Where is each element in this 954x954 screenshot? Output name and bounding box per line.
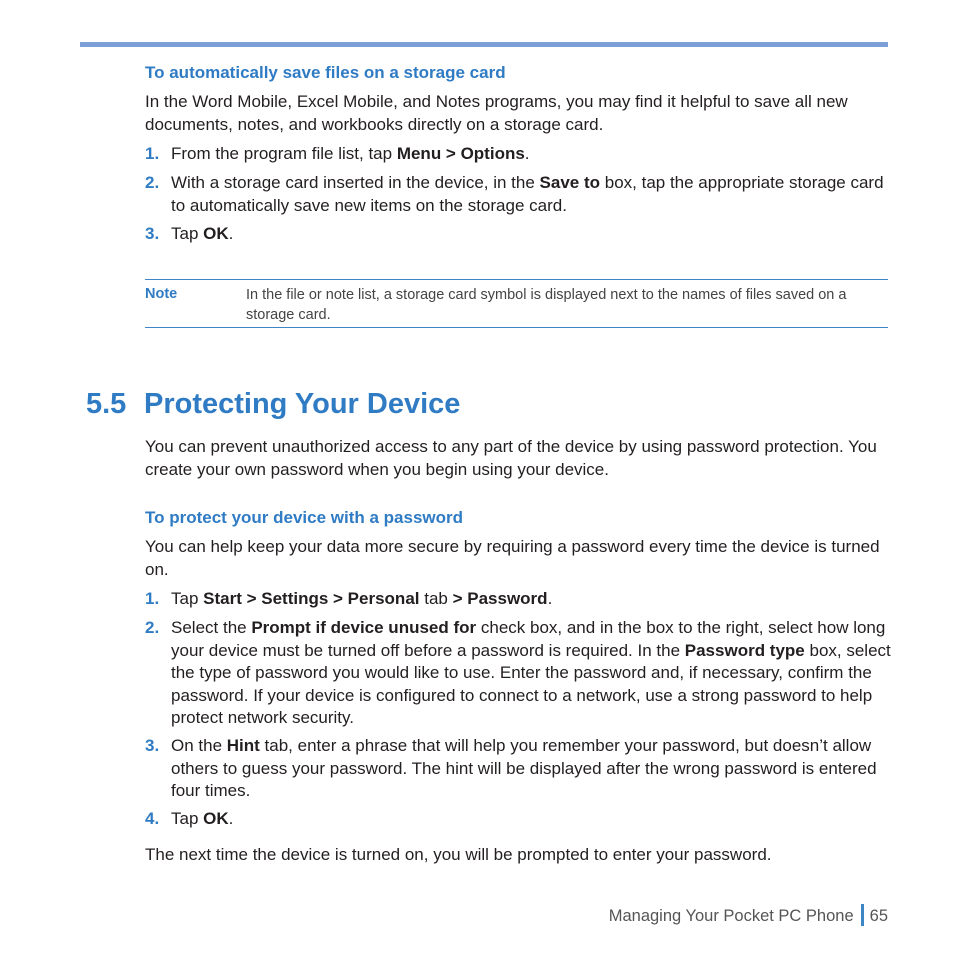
note-top-rule	[145, 279, 888, 280]
subheading-save-storage: To automatically save files on a storage card	[145, 63, 506, 82]
section-heading	[86, 388, 460, 421]
intro-paragraph: You can help keep your data more secure by requiring a password every time the device is turned on.	[145, 537, 880, 579]
note-text: In the file or note list, a storage card symbol is displayed next to the names of files saved on a storage card.	[246, 287, 847, 323]
subheading-protect-password: To protect your device with a password	[145, 508, 464, 527]
step-number: 2.	[145, 173, 160, 192]
intro-paragraph: In the Word Mobile, Excel Mobile, and Notes programs, you may find it helpful to save all new documents, notes, and workbooks directly on a storage card.	[145, 92, 848, 134]
step-text: On the Hint tab, enter a phrase that will help you remember your password, but doesn’t allow others to guess your password. The hint will be displayed after the wrong password is entered four times.	[171, 736, 877, 800]
step-number: 3.	[145, 736, 160, 755]
step-number: 1.	[145, 144, 160, 163]
section-number: 5.5	[86, 388, 127, 420]
step-text: Tap OK.	[171, 809, 234, 828]
footer-separator	[861, 904, 864, 926]
step-text: Select the Prompt if device unused for check box, and in the box to the right, select how long your device must be turned off before a password is required. In the Password type box, select the type of password you would like to use. Enter the password and, if necessary, confirm the password. If your device is configured to connect to a network, use a strong password to help protect network security.	[171, 618, 891, 727]
step-number: 4.	[145, 809, 160, 828]
note-label: Note	[145, 286, 178, 302]
section-intro: You can prevent unauthorized access to any part of the device by using password protection. You create your own password when you begin using your device.	[145, 437, 877, 479]
footer-chapter: Managing Your Pocket PC Phone	[608, 907, 854, 925]
step-text: With a storage card inserted in the device, in the Save to box, tap the appropriate storage card to automatically save new items on the storage card.	[171, 173, 884, 215]
page-footer	[609, 904, 888, 926]
step-text: Tap OK.	[171, 224, 234, 243]
top-rule	[80, 42, 888, 47]
step-number: 3.	[145, 224, 160, 243]
step-text: From the program file list, tap Menu > Options.	[171, 144, 530, 163]
step-number: 2.	[145, 618, 160, 637]
note-bottom-rule	[145, 327, 888, 328]
step-number: 1.	[145, 589, 160, 608]
section-title: Protecting Your Device	[144, 388, 461, 420]
page-number: 65	[869, 907, 888, 925]
closing-paragraph: The next time the device is turned on, you will be prompted to enter your password.	[145, 845, 772, 864]
step-text: Tap Start > Settings > Personal tab > Password.	[171, 589, 553, 608]
